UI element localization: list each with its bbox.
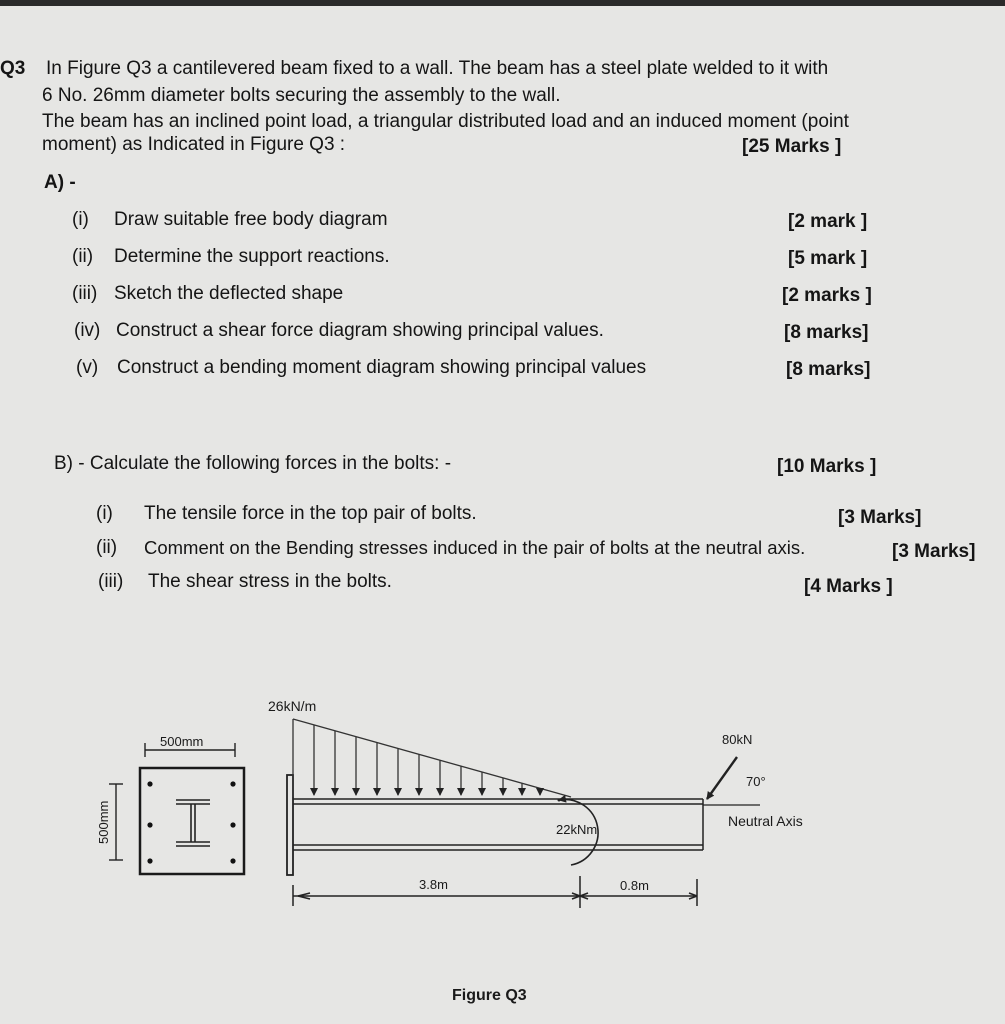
part-a-item-num: (iii)	[72, 283, 98, 304]
udl-label: 26kN/m	[268, 698, 317, 714]
part-b-label: B) - Calculate the following forces in the bolts: -	[54, 453, 452, 474]
part-a-item-marks: [2 marks ]	[782, 285, 872, 306]
bolt	[147, 781, 152, 786]
intro-line-4: moment) as Indicated in Figure Q3 :	[42, 134, 346, 155]
part-b-item-text: Comment on the Bending stresses induced in the pair of bolts at the neutral axis.	[144, 537, 806, 558]
triangular-distributed-load	[293, 719, 571, 797]
span2-label: 0.8m	[620, 878, 649, 893]
bolt	[230, 822, 235, 827]
bolt-plate-detail	[96, 734, 244, 874]
part-b-item-marks: [3 Marks]	[838, 507, 922, 528]
bolt	[230, 858, 235, 863]
intro-line-3: The beam has an inclined point load, a triangular distributed load and an induced moment (point	[42, 111, 849, 132]
part-a-item-marks: [2 mark ]	[788, 211, 868, 232]
part-a-item-marks: [5 mark ]	[788, 248, 868, 269]
intro-line-2: 6 No. 26mm diameter bolts securing the assembly to the wall.	[42, 85, 561, 106]
part-b-item-marks: [4 Marks ]	[804, 576, 893, 597]
part-a-item-marks: [8 marks]	[786, 359, 871, 380]
part-a-label: A) -	[44, 172, 76, 193]
part-b-item-text: The shear stress in the bolts.	[148, 571, 392, 592]
plate-width-label: 500mm	[160, 734, 204, 749]
part-a-item-text: Determine the support reactions.	[114, 246, 390, 267]
beam	[293, 799, 703, 850]
figure-caption: Figure Q3	[452, 987, 527, 1004]
bolt	[230, 781, 235, 786]
part-a-item-marks: [8 marks]	[784, 322, 869, 343]
angle-label: 70°	[746, 774, 766, 789]
bolt	[147, 822, 152, 827]
part-a-item-text: Construct a shear force diagram showing principal values.	[116, 320, 604, 341]
steel-plate	[140, 768, 244, 874]
part-a-item-text: Sketch the deflected shape	[114, 283, 344, 304]
span1-label: 3.8m	[419, 877, 448, 892]
part-b-item-num: (ii)	[96, 537, 118, 558]
part-a-item-num: (v)	[76, 357, 99, 378]
i-beam-section	[176, 800, 210, 846]
part-b-marks: [10 Marks ]	[777, 456, 877, 477]
moment-label: 22kNm	[556, 822, 598, 837]
bolt	[147, 858, 152, 863]
part-a-item-num: (i)	[72, 209, 89, 230]
part-a-item-num: (iv)	[74, 320, 101, 341]
intro-line-1: In Figure Q3 a cantilevered beam fixed to a wall. The beam has a steel plate welded to it with	[46, 58, 829, 79]
plate-height-label: 500mm	[96, 800, 111, 844]
neutral-axis-label: Neutral Axis	[728, 813, 803, 829]
wall-support	[287, 775, 293, 875]
part-a-item-num: (ii)	[72, 246, 94, 267]
part-b-item-num: (i)	[96, 503, 113, 524]
question-number: Q3	[0, 58, 26, 79]
part-b-item-num: (iii)	[98, 571, 124, 592]
total-marks: [25 Marks ]	[742, 136, 842, 157]
part-b-item-marks: [3 Marks]	[892, 541, 976, 562]
part-b-item-text: The tensile force in the top pair of bolts.	[144, 503, 477, 524]
part-a-item-text: Draw suitable free body diagram	[114, 209, 388, 230]
part-a-item-text: Construct a bending moment diagram showing principal values	[117, 357, 647, 378]
point-load-label: 80kN	[722, 732, 753, 747]
